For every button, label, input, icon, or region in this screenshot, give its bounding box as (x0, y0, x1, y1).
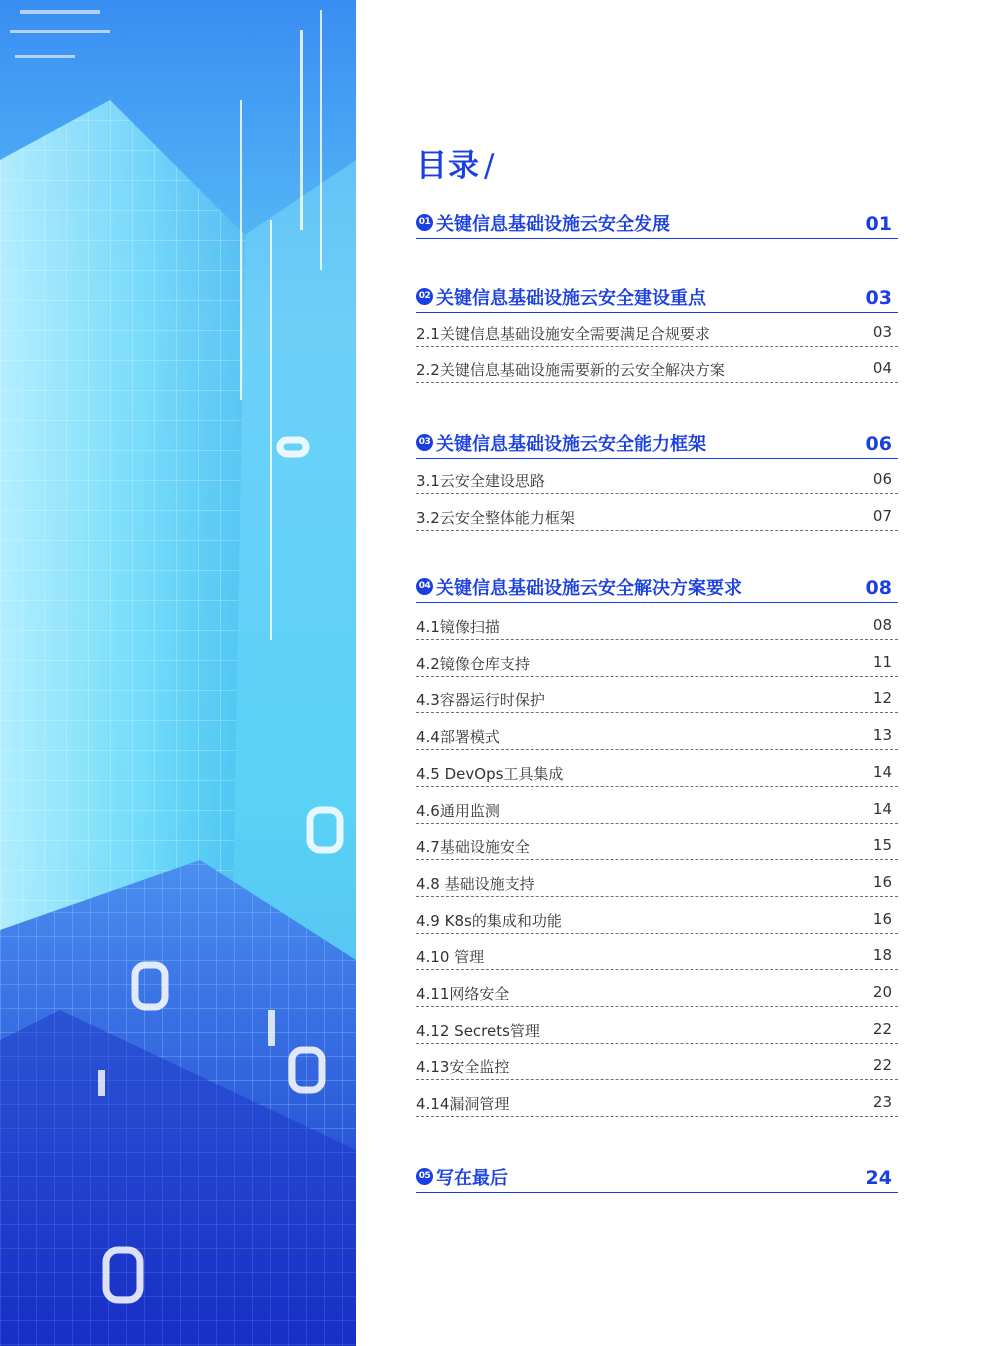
toc-entry-4-3[interactable] (416, 686, 898, 713)
section-title: 关键信息基础设施云安全能力框架 (436, 434, 706, 455)
toc-entry-label: 4.3容器运行时保护 (416, 691, 545, 709)
toc-entry-page: 20 (872, 983, 892, 1001)
toc-entry-4-10[interactable] (416, 943, 898, 970)
section-title: 写在最后 (436, 1168, 508, 1189)
section-title: 关键信息基础设施云安全建设重点 (436, 288, 706, 309)
toc-entry-page: 14 (872, 800, 892, 818)
toc-entry-page: 16 (872, 873, 892, 891)
toc-entry-label: 4.11网络安全 (416, 985, 510, 1003)
toc-entry-label: 4.14漏洞管理 (416, 1095, 510, 1113)
toc-entry-label: 4.2镜像仓库支持 (416, 655, 530, 673)
toc-entry-label: 4.5 DevOps工具集成 (416, 765, 564, 783)
section-number-badge: 03 (416, 434, 433, 451)
toc-entry-page: 12 (872, 689, 892, 707)
section-number-badge: 02 (416, 288, 433, 305)
toc-entry-label: 4.10 管理 (416, 948, 485, 966)
toc-title-slash: / (484, 148, 496, 184)
toc-entry-label: 4.12 Secrets管理 (416, 1022, 540, 1040)
toc-entry-page: 04 (872, 359, 892, 377)
section-page-number: 08 (865, 577, 892, 599)
toc-entry-2-2[interactable] (416, 356, 898, 383)
toc-entry-4-12[interactable] (416, 1017, 898, 1044)
toc-entry-label: 4.7基础设施安全 (416, 838, 530, 856)
section-title: 关键信息基础设施云安全解决方案要求 (436, 578, 742, 599)
section-heading-02[interactable] (416, 282, 898, 313)
toc-entry-label: 3.2云安全整体能力框架 (416, 509, 575, 527)
toc-entry-page: 23 (872, 1093, 892, 1111)
toc-entry-4-11[interactable] (416, 980, 898, 1007)
toc-entry-page: 07 (872, 507, 892, 525)
section-heading-05[interactable] (416, 1162, 898, 1193)
toc-entry-label: 4.1镜像扫描 (416, 618, 500, 636)
toc-entry-4-9[interactable] (416, 907, 898, 934)
section-page-number: 01 (865, 213, 892, 235)
toc-entry-page: 13 (872, 726, 892, 744)
toc-entry-4-5[interactable] (416, 760, 898, 787)
toc-entry-label: 4.4部署模式 (416, 728, 500, 746)
toc-entry-3-2[interactable] (416, 504, 898, 531)
toc-entry-4-4[interactable] (416, 723, 898, 750)
toc-entry-label: 4.8 基础设施支持 (416, 875, 535, 893)
hero-building-image (0, 0, 356, 1346)
toc-title (416, 140, 495, 184)
toc-entry-label: 3.1云安全建设思路 (416, 472, 545, 490)
toc-title-text: 目录 (416, 148, 480, 184)
toc-entry-3-1[interactable] (416, 467, 898, 494)
section-title: 关键信息基础设施云安全发展 (436, 214, 670, 235)
toc-entry-label: 2.1关键信息基础设施安全需要满足合规要求 (416, 325, 710, 343)
toc-entry-4-14[interactable] (416, 1090, 898, 1117)
toc-entry-page: 08 (872, 616, 892, 634)
toc-entry-4-2[interactable] (416, 650, 898, 677)
section-heading-01[interactable] (416, 208, 898, 239)
toc-entry-4-6[interactable] (416, 797, 898, 824)
section-page-number: 06 (865, 433, 892, 455)
toc-entry-page: 22 (872, 1056, 892, 1074)
section-heading-04[interactable] (416, 572, 898, 603)
toc-entry-page: 16 (872, 910, 892, 928)
toc-entry-page: 06 (872, 470, 892, 488)
toc-entry-label: 4.6通用监测 (416, 802, 500, 820)
toc-entry-page: 15 (872, 836, 892, 854)
section-number-badge: 01 (416, 214, 433, 231)
toc-entry-page: 03 (872, 323, 892, 341)
toc-entry-4-13[interactable] (416, 1053, 898, 1080)
section-number-badge: 04 (416, 578, 433, 595)
section-heading-03[interactable] (416, 428, 898, 459)
toc-entry-page: 22 (872, 1020, 892, 1038)
toc-entry-page: 18 (872, 946, 892, 964)
toc-entry-4-8[interactable] (416, 870, 898, 897)
toc-entry-2-1[interactable] (416, 320, 898, 347)
section-page-number: 24 (865, 1167, 892, 1189)
section-page-number: 03 (865, 287, 892, 309)
toc-entry-label: 4.13安全监控 (416, 1058, 510, 1076)
section-number-badge: 05 (416, 1168, 433, 1185)
toc-entry-page: 14 (872, 763, 892, 781)
toc-entry-4-7[interactable] (416, 833, 898, 860)
toc-entry-page: 11 (872, 653, 892, 671)
toc-entry-label: 4.9 K8s的集成和功能 (416, 912, 562, 930)
toc-entry-4-1[interactable] (416, 613, 898, 640)
toc-entry-label: 2.2关键信息基础设施需要新的云安全解决方案 (416, 361, 725, 379)
